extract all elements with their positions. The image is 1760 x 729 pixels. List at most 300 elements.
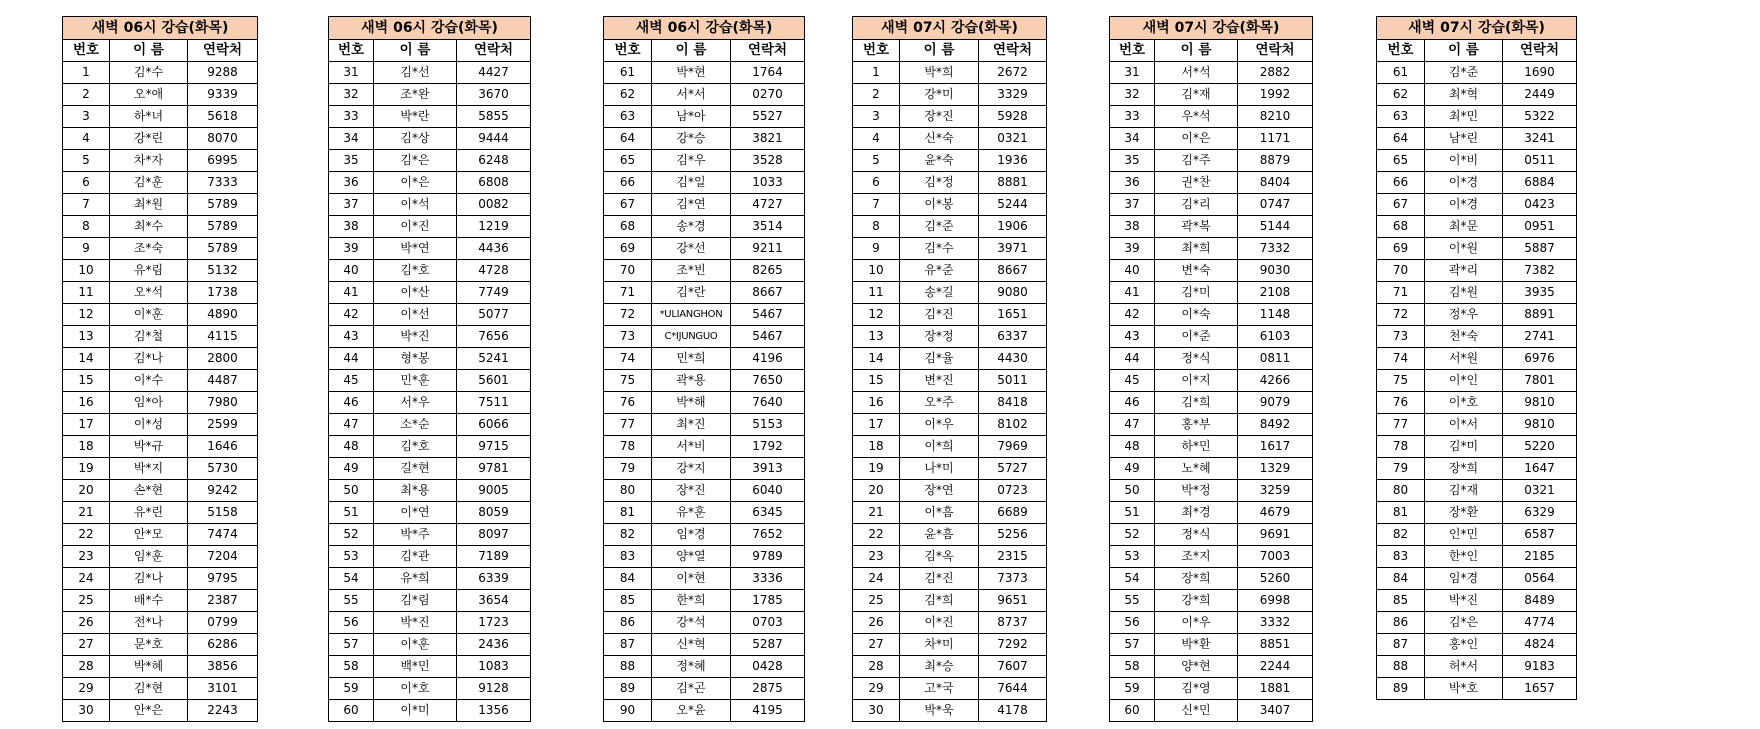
cell-name: 김*주 (1155, 150, 1238, 172)
cell-contact: 8404 (1238, 172, 1313, 194)
cell-contact: 6066 (457, 414, 531, 436)
cell-contact: 1936 (979, 150, 1047, 172)
cell-number: 29 (853, 678, 900, 700)
table-row (63, 84, 258, 106)
cell-number: 20 (63, 480, 110, 502)
table-row (1110, 304, 1313, 326)
cell-name: 이*인 (1425, 370, 1503, 392)
cell-contact: 1792 (731, 436, 805, 458)
cell-contact: 4195 (731, 700, 805, 722)
cell-contact: 3528 (731, 150, 805, 172)
cell-contact: 1148 (1238, 304, 1313, 326)
table-row (853, 634, 1047, 656)
cell-name: 손*현 (110, 480, 188, 502)
table-row (63, 414, 258, 436)
table-row (63, 172, 258, 194)
cell-name: 조*숙 (110, 238, 188, 260)
cell-name: 배*수 (110, 590, 188, 612)
cell-name: 이*연 (374, 502, 457, 524)
cell-contact: 7969 (979, 436, 1047, 458)
cell-number: 48 (329, 436, 374, 458)
cell-name: 오*석 (110, 282, 188, 304)
cell-contact: 5789 (188, 238, 258, 260)
cell-number: 79 (604, 458, 652, 480)
table-title: 새벽 07시 강습(화목) (1377, 17, 1577, 40)
cell-name: 김*율 (900, 348, 979, 370)
cell-name: 박*정 (1155, 480, 1238, 502)
cell-number: 2 (63, 84, 110, 106)
cell-name: 강*석 (652, 612, 731, 634)
table-row (1110, 436, 1313, 458)
cell-number: 68 (604, 216, 652, 238)
cell-contact: 2800 (188, 348, 258, 370)
table-row (1377, 634, 1577, 656)
cell-number: 24 (63, 568, 110, 590)
cell-contact: 1651 (979, 304, 1047, 326)
cell-contact: 3821 (731, 128, 805, 150)
cell-name: 최*경 (1155, 502, 1238, 524)
cell-number: 17 (853, 414, 900, 436)
cell-contact: 2741 (1503, 326, 1577, 348)
cell-name: 장*연 (900, 480, 979, 502)
cell-name: 민*희 (652, 348, 731, 370)
cell-number: 86 (1377, 612, 1425, 634)
cell-name: 인*민 (1425, 524, 1503, 546)
cell-contact: 5887 (1503, 238, 1577, 260)
cell-contact: 3329 (979, 84, 1047, 106)
table-row (329, 326, 531, 348)
cell-name: 이*희 (900, 436, 979, 458)
cell-contact: 0799 (188, 612, 258, 634)
cell-number: 65 (1377, 150, 1425, 172)
table-row (853, 238, 1047, 260)
header-name: 이 름 (1155, 40, 1238, 62)
table-row (1377, 392, 1577, 414)
cell-contact: 7373 (979, 568, 1047, 590)
table-row (329, 194, 531, 216)
cell-name: 김*진 (900, 304, 979, 326)
cell-contact: 4679 (1238, 502, 1313, 524)
table-row (63, 546, 258, 568)
table-row (604, 84, 805, 106)
cell-number: 28 (63, 656, 110, 678)
cell-name: 이*은 (374, 172, 457, 194)
cell-name: 최*승 (900, 656, 979, 678)
cell-contact: 4178 (979, 700, 1047, 722)
table-row (329, 216, 531, 238)
cell-number: 31 (329, 62, 374, 84)
cell-contact: 2243 (188, 700, 258, 722)
cell-name: 하*녀 (110, 106, 188, 128)
cell-contact: 1657 (1503, 678, 1577, 700)
table-row (63, 458, 258, 480)
cell-contact: 8418 (979, 392, 1047, 414)
cell-name: 문*호 (110, 634, 188, 656)
cell-number: 22 (63, 524, 110, 546)
cell-number: 62 (1377, 84, 1425, 106)
cell-contact: 6337 (979, 326, 1047, 348)
cell-name: 이*성 (110, 414, 188, 436)
cell-name: 박*호 (1425, 678, 1503, 700)
table-row (1377, 458, 1577, 480)
header-contact: 연락처 (1503, 40, 1577, 62)
table-row (63, 238, 258, 260)
table-row (63, 150, 258, 172)
cell-number: 2 (853, 84, 900, 106)
cell-contact: 4824 (1503, 634, 1577, 656)
cell-number: 15 (63, 370, 110, 392)
cell-number: 46 (329, 392, 374, 414)
table-row (1110, 172, 1313, 194)
cell-contact: 7650 (731, 370, 805, 392)
cell-name: 김*연 (652, 194, 731, 216)
cell-number: 78 (604, 436, 652, 458)
cell-number: 8 (63, 216, 110, 238)
cell-name: 최*희 (1155, 238, 1238, 260)
table-row (63, 612, 258, 634)
cell-contact: 2599 (188, 414, 258, 436)
cell-contact: 9651 (979, 590, 1047, 612)
cell-contact: 7189 (457, 546, 531, 568)
cell-name: 강*지 (652, 458, 731, 480)
table-row (853, 150, 1047, 172)
cell-name: 강*선 (652, 238, 731, 260)
cell-contact: 9781 (457, 458, 531, 480)
cell-name: 서*비 (652, 436, 731, 458)
cell-contact: 5220 (1503, 436, 1577, 458)
table-row (604, 612, 805, 634)
cell-contact: 5527 (731, 106, 805, 128)
cell-name: 김*수 (900, 238, 979, 260)
cell-number: 51 (1110, 502, 1155, 524)
cell-number: 81 (604, 502, 652, 524)
cell-name: 김*희 (900, 590, 979, 612)
cell-number: 5 (63, 150, 110, 172)
cell-contact: 9005 (457, 480, 531, 502)
cell-number: 11 (63, 282, 110, 304)
cell-name: 최*원 (110, 194, 188, 216)
cell-name: 김*재 (1425, 480, 1503, 502)
cell-number: 69 (604, 238, 652, 260)
table-row (63, 370, 258, 392)
cell-name: 김*관 (374, 546, 457, 568)
cell-number: 23 (853, 546, 900, 568)
table-row (853, 612, 1047, 634)
cell-number: 51 (329, 502, 374, 524)
cell-name: 조*지 (1155, 546, 1238, 568)
cell-number: 23 (63, 546, 110, 568)
table-row (63, 634, 258, 656)
cell-number: 45 (329, 370, 374, 392)
cell-name: 김*준 (1425, 62, 1503, 84)
cell-name: 이*경 (1425, 172, 1503, 194)
cell-name: 김*준 (900, 216, 979, 238)
cell-number: 20 (853, 480, 900, 502)
cell-number: 62 (604, 84, 652, 106)
cell-number: 42 (329, 304, 374, 326)
header-row (63, 40, 258, 62)
cell-number: 65 (604, 150, 652, 172)
table-row (1110, 546, 1313, 568)
table-row (63, 678, 258, 700)
header-row (853, 40, 1047, 62)
cell-number: 63 (604, 106, 652, 128)
cell-name: 박*현 (652, 62, 731, 84)
cell-contact: 1738 (188, 282, 258, 304)
table-row (1377, 414, 1577, 436)
cell-contact: 8881 (979, 172, 1047, 194)
cell-name: 강*희 (1155, 590, 1238, 612)
cell-number: 81 (1377, 502, 1425, 524)
cell-contact: 9810 (1503, 392, 1577, 414)
cell-number: 33 (1110, 106, 1155, 128)
cell-number: 30 (63, 700, 110, 722)
cell-name: *ULIANGHON (652, 304, 731, 326)
table-row (329, 546, 531, 568)
table-row (63, 62, 258, 84)
table-title: 새벽 07시 강습(화목) (1110, 17, 1313, 40)
table-row (1377, 678, 1577, 700)
cell-name: 정*혜 (652, 656, 731, 678)
cell-name: 이*비 (1425, 150, 1503, 172)
table-row (329, 568, 531, 590)
cell-number: 14 (63, 348, 110, 370)
cell-name: 이*호 (374, 678, 457, 700)
cell-contact: 8210 (1238, 106, 1313, 128)
cell-number: 16 (853, 392, 900, 414)
table-row (604, 590, 805, 612)
cell-name: 남*린 (1425, 128, 1503, 150)
cell-name: 유*훈 (652, 502, 731, 524)
cell-name: 노*혜 (1155, 458, 1238, 480)
table-row (1377, 524, 1577, 546)
cell-contact: 6339 (457, 568, 531, 590)
cell-name: 송*길 (900, 282, 979, 304)
cell-name: 홍*인 (1425, 634, 1503, 656)
table-row (1377, 370, 1577, 392)
cell-name: 신*숙 (900, 128, 979, 150)
roster-grid (603, 16, 805, 722)
cell-contact: 5158 (188, 502, 258, 524)
cell-contact: 5241 (457, 348, 531, 370)
table-row (329, 436, 531, 458)
cell-contact: 8102 (979, 414, 1047, 436)
cell-contact: 0723 (979, 480, 1047, 502)
header-row (329, 40, 531, 62)
roster-grid (1109, 16, 1313, 722)
cell-contact: 5727 (979, 458, 1047, 480)
table-row (604, 568, 805, 590)
cell-name: 하*민 (1155, 436, 1238, 458)
cell-number: 58 (1110, 656, 1155, 678)
table-row (329, 480, 531, 502)
cell-number: 50 (329, 480, 374, 502)
cell-contact: 1033 (731, 172, 805, 194)
table-row (1377, 502, 1577, 524)
cell-contact: 6808 (457, 172, 531, 194)
cell-number: 43 (329, 326, 374, 348)
cell-number: 4 (853, 128, 900, 150)
table-row (853, 260, 1047, 282)
cell-number: 84 (1377, 568, 1425, 590)
cell-number: 36 (1110, 172, 1155, 194)
cell-name: 남*아 (652, 106, 731, 128)
table-row (63, 590, 258, 612)
table-row (604, 458, 805, 480)
cell-name: 박*혜 (110, 656, 188, 678)
cell-number: 39 (329, 238, 374, 260)
cell-contact: 0082 (457, 194, 531, 216)
cell-number: 74 (604, 348, 652, 370)
table-row (604, 546, 805, 568)
table-row (63, 568, 258, 590)
table-row (853, 106, 1047, 128)
cell-contact: 4727 (731, 194, 805, 216)
header-number: 번호 (1377, 40, 1425, 62)
cell-number: 53 (329, 546, 374, 568)
cell-number: 29 (63, 678, 110, 700)
cell-number: 88 (604, 656, 652, 678)
table-row (604, 282, 805, 304)
table-row (1110, 62, 1313, 84)
cell-number: 21 (853, 502, 900, 524)
cell-name: 이*수 (110, 370, 188, 392)
cell-contact: 9079 (1238, 392, 1313, 414)
cell-number: 82 (1377, 524, 1425, 546)
table-row (329, 348, 531, 370)
cell-contact: 1617 (1238, 436, 1313, 458)
cell-name: 이*산 (374, 282, 457, 304)
cell-name: 강*승 (652, 128, 731, 150)
cell-number: 80 (1377, 480, 1425, 502)
cell-number: 83 (1377, 546, 1425, 568)
cell-number: 45 (1110, 370, 1155, 392)
cell-number: 61 (1377, 62, 1425, 84)
header-name: 이 름 (374, 40, 457, 62)
cell-number: 57 (1110, 634, 1155, 656)
table-row (329, 150, 531, 172)
cell-contact: 1992 (1238, 84, 1313, 106)
cell-contact: 6976 (1503, 348, 1577, 370)
cell-contact: 4487 (188, 370, 258, 392)
cell-contact: 8737 (979, 612, 1047, 634)
roster-grid (1376, 16, 1577, 700)
cell-number: 86 (604, 612, 652, 634)
cell-number: 12 (853, 304, 900, 326)
cell-contact: 3913 (731, 458, 805, 480)
cell-number: 66 (1377, 172, 1425, 194)
table-title: 새벽 06시 강습(화목) (604, 17, 805, 40)
header-contact: 연락처 (979, 40, 1047, 62)
table-row (1377, 612, 1577, 634)
cell-number: 33 (329, 106, 374, 128)
cell-name: 박*진 (374, 612, 457, 634)
cell-number: 25 (853, 590, 900, 612)
cell-contact: 0270 (731, 84, 805, 106)
cell-contact: 3971 (979, 238, 1047, 260)
cell-contact: 9030 (1238, 260, 1313, 282)
cell-contact: 9789 (731, 546, 805, 568)
roster-table-2 (328, 16, 531, 722)
cell-number: 39 (1110, 238, 1155, 260)
cell-name: 최*문 (1425, 216, 1503, 238)
cell-number: 41 (1110, 282, 1155, 304)
cell-number: 38 (1110, 216, 1155, 238)
table-row (1110, 590, 1313, 612)
table-row (1377, 480, 1577, 502)
cell-contact: 1219 (457, 216, 531, 238)
cell-contact: 7333 (188, 172, 258, 194)
cell-number: 67 (604, 194, 652, 216)
cell-name: 이*지 (1155, 370, 1238, 392)
cell-name: 박*욱 (900, 700, 979, 722)
table-row (853, 392, 1047, 414)
cell-contact: 9715 (457, 436, 531, 458)
cell-number: 88 (1377, 656, 1425, 678)
cell-number: 89 (1377, 678, 1425, 700)
cell-contact: 1690 (1503, 62, 1577, 84)
cell-contact: 2882 (1238, 62, 1313, 84)
table-row (604, 62, 805, 84)
table-row (63, 282, 258, 304)
cell-name: 최*수 (110, 216, 188, 238)
cell-contact: 1647 (1503, 458, 1577, 480)
cell-name: 차*미 (900, 634, 979, 656)
cell-number: 66 (604, 172, 652, 194)
roster-table-5 (1109, 16, 1313, 722)
cell-number: 32 (1110, 84, 1155, 106)
table-row (604, 436, 805, 458)
cell-name: 이*서 (1425, 414, 1503, 436)
cell-contact: 8492 (1238, 414, 1313, 436)
cell-number: 27 (63, 634, 110, 656)
cell-number: 71 (604, 282, 652, 304)
cell-name: 허*서 (1425, 656, 1503, 678)
cell-contact: 4115 (188, 326, 258, 348)
cell-name: C*IJUNGUO (652, 326, 731, 348)
cell-number: 37 (1110, 194, 1155, 216)
cell-number: 82 (604, 524, 652, 546)
cell-contact: 3259 (1238, 480, 1313, 502)
table-row (1110, 634, 1313, 656)
cell-number: 87 (1377, 634, 1425, 656)
cell-number: 59 (329, 678, 374, 700)
header-number: 번호 (63, 40, 110, 62)
cell-name: 박*진 (1425, 590, 1503, 612)
cell-number: 56 (329, 612, 374, 634)
header-row (604, 40, 805, 62)
cell-contact: 5789 (188, 194, 258, 216)
cell-name: 김*호 (374, 436, 457, 458)
cell-number: 55 (1110, 590, 1155, 612)
cell-name: 임*훈 (110, 546, 188, 568)
cell-contact: 1083 (457, 656, 531, 678)
cell-name: 이*우 (900, 414, 979, 436)
table-row (853, 678, 1047, 700)
cell-number: 56 (1110, 612, 1155, 634)
cell-number: 4 (63, 128, 110, 150)
cell-number: 15 (853, 370, 900, 392)
cell-name: 김*우 (652, 150, 731, 172)
cell-number: 25 (63, 590, 110, 612)
table-row (1377, 656, 1577, 678)
header-contact: 연락처 (1238, 40, 1313, 62)
cell-name: 김*은 (374, 150, 457, 172)
cell-contact: 4427 (457, 62, 531, 84)
cell-number: 9 (853, 238, 900, 260)
table-row (1377, 216, 1577, 238)
table-row (604, 128, 805, 150)
